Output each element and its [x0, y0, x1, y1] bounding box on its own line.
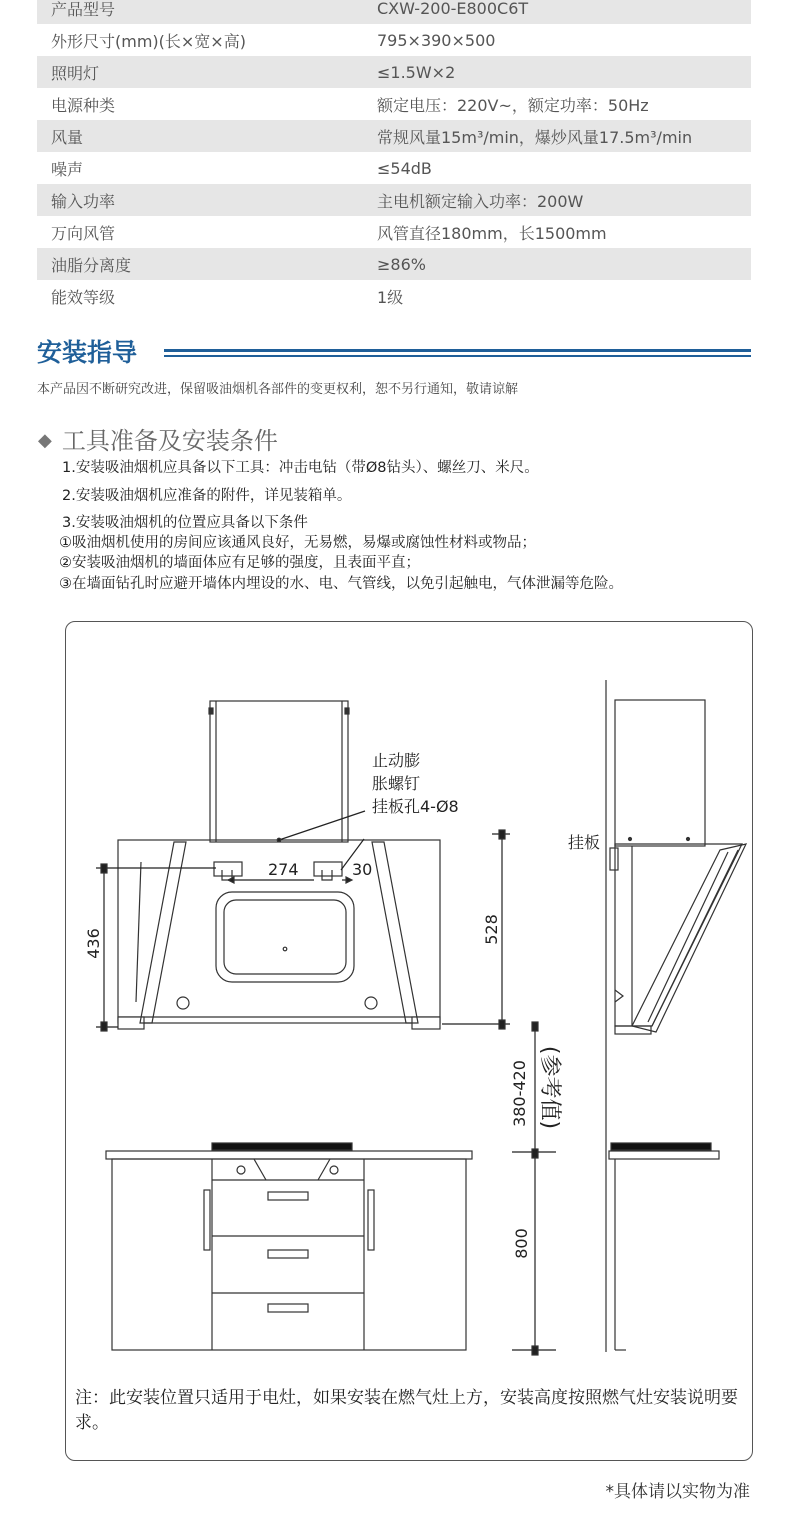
dim-274: 274 — [268, 860, 299, 879]
disclaimer: 本产品因不断研究改进，保留吸油烟机各部件的变更权利，恕不另行通知，敬请谅解 — [37, 382, 519, 397]
spec-row — [37, 120, 751, 152]
spec-label: 万向风管 — [37, 216, 363, 248]
condition-item: 2.安装吸油烟机应准备的附件，详见装箱单。 — [62, 488, 352, 504]
tools-heading — [38, 421, 278, 456]
condition-item: 1.安装吸油烟机应具备以下工具：冲击电钻（带Ø8钻头）、螺丝刀、米尺。 — [62, 460, 539, 476]
spec-label: 噪声 — [37, 152, 363, 184]
spec-row — [37, 88, 751, 120]
spec-row — [37, 24, 751, 56]
spec-row — [37, 152, 751, 184]
spec-value: ≤54dB — [363, 152, 751, 184]
spec-value: 795×390×500 — [363, 24, 751, 56]
condition-item: 3.安装吸油烟机的位置应具备以下条件 — [62, 515, 308, 531]
condition-item: ①吸油烟机使用的房间应该通风良好，无易燃，易爆或腐蚀性材料或物品； — [59, 535, 536, 551]
spec-row — [37, 56, 751, 88]
hood-side-view — [606, 680, 746, 1352]
callout-line-3: 挂板孔4-Ø8 — [372, 797, 459, 816]
dim-380-420: 380-420 — [509, 1060, 529, 1127]
spec-label: 照明灯 — [37, 56, 363, 88]
spec-label: 电源种类 — [37, 88, 363, 120]
spec-row — [37, 248, 751, 280]
spec-value: 主电机额定输入功率：200W — [363, 184, 751, 216]
spec-row — [37, 184, 751, 216]
installation-note: 注：此安装位置只适用于电灶，如果安装在燃气灶上方，安装高度按照燃气灶安装说明要求。 — [75, 1388, 738, 1433]
spec-value: ≥86% — [363, 248, 751, 280]
spec-row — [37, 0, 751, 24]
dim-reference-note: (参考值) — [537, 1045, 563, 1130]
dim-436: 436 — [83, 928, 103, 959]
condition-item: ③在墙面钻孔时应避开墙体内埋设的水、电、气管线，以免引起触电，气体泄漏等危险。 — [59, 576, 623, 592]
diamond-bullet-icon: ◆ — [38, 430, 52, 451]
spec-label: 外形尺寸(mm)(长×宽×高) — [37, 24, 363, 56]
spec-label: 风量 — [37, 120, 363, 152]
spec-label: 油脂分离度 — [37, 248, 363, 280]
spec-label: 能效等级 — [37, 280, 363, 312]
spec-table — [37, 0, 751, 312]
spec-value: CXW-200-E800C6T — [363, 0, 751, 24]
spec-row — [37, 216, 751, 248]
callout-line-2: 胀螺钉 — [372, 774, 421, 793]
spec-value: 额定电压：220V~，额定功率：50Hz — [363, 88, 751, 120]
spec-value: 风管直径180mm，长1500mm — [363, 216, 751, 248]
spec-row — [37, 280, 751, 312]
hanger-label: 挂板 — [568, 833, 601, 852]
tools-heading-text: 工具准备及安装条件 — [61, 427, 278, 455]
spec-label: 产品型号 — [37, 0, 363, 24]
dim-528: 528 — [481, 914, 501, 945]
spec-value: ≤1.5W×2 — [363, 56, 751, 88]
section-title: 安装指导 — [37, 338, 138, 367]
condition-item: ②安装吸油烟机的墙面体应有足够的强度，且表面平直； — [59, 555, 420, 571]
footnote: *具体请以实物为准 — [605, 1482, 750, 1502]
installation-diagram — [65, 621, 753, 1461]
cabinet-front-view — [106, 1143, 472, 1350]
spec-value: 1级 — [363, 280, 751, 312]
spec-label: 输入功率 — [37, 184, 363, 216]
title-rule — [164, 349, 751, 352]
title-rule-thin — [164, 355, 751, 357]
spec-value: 常规风量15m³/min，爆炒风量17.5m³/min — [363, 120, 751, 152]
dim-800: 800 — [511, 1228, 531, 1259]
dim-30: 30 — [352, 860, 373, 879]
callout-line-1: 止动膨 — [372, 751, 421, 770]
